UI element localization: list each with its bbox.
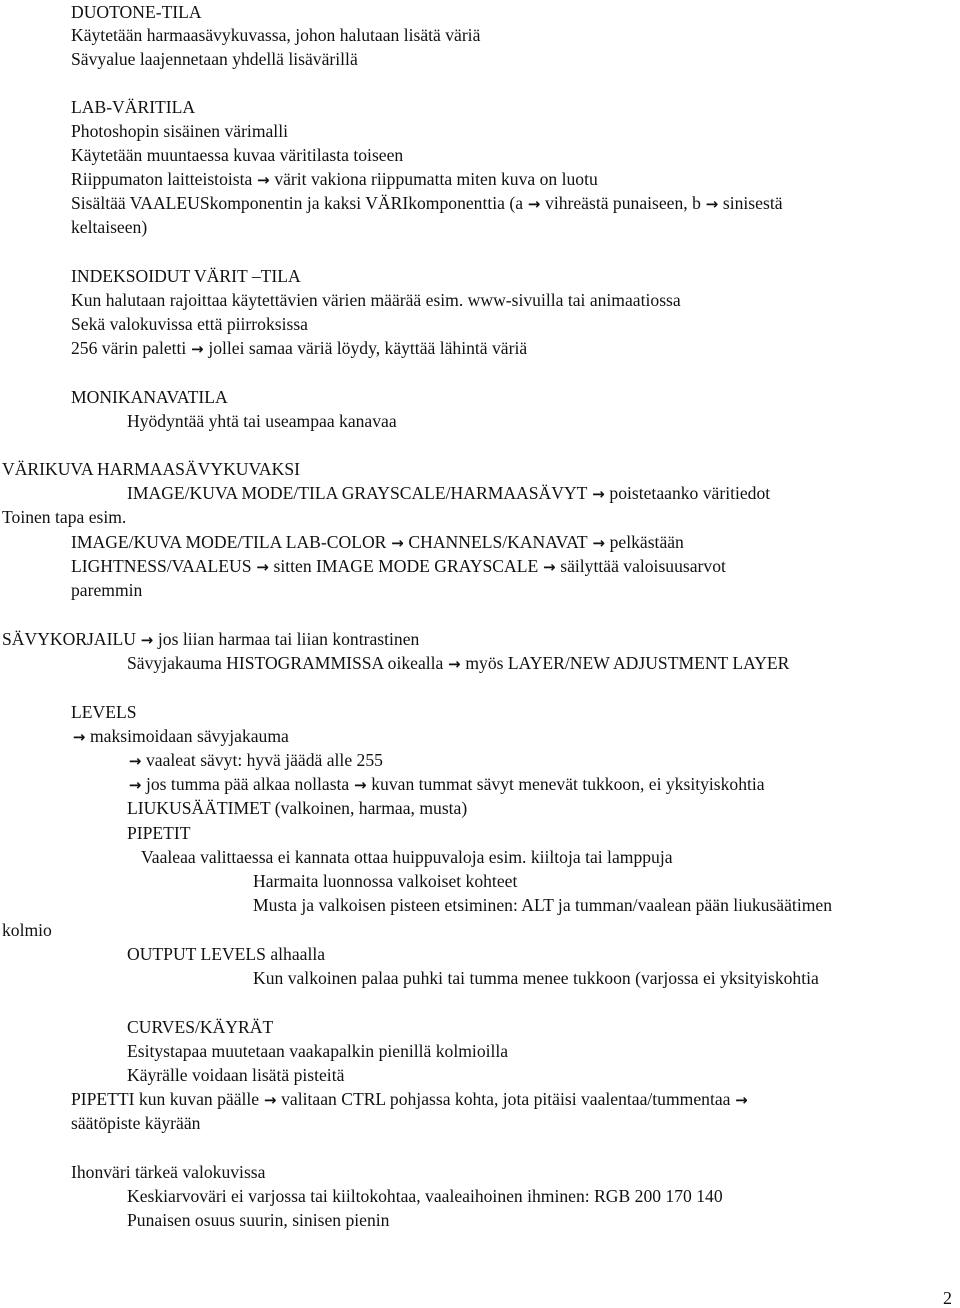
heading-levels: LEVELS [71, 702, 137, 722]
arrow-right-icon: → [353, 776, 367, 794]
heading-lab: LAB-VÄRITILA [71, 97, 196, 117]
text-line: PIPETTI kun kuvan päälle → valitaan CTRL pohjassa kohta, jota pitäisi vaalentaa/tummentaa → [71, 1087, 752, 1112]
text-line: Sisältää VAALEUSkomponentin ja kaksi VÄRIkomponenttia (a → vihreästä punaiseen, b → sinisestä [71, 191, 783, 216]
heading-multichannel: MONIKANAVATILA [71, 387, 228, 407]
text-line: OUTPUT LEVELS alhaalla [127, 944, 326, 964]
text-line: Riippumaton laitteistoista → värit vakiona riippumatta miten kuva on luotu [71, 167, 598, 192]
arrow-right-icon: → [256, 558, 269, 576]
text-line: Sävyjakauma HISTOGRAMMISSA oikealla → myös LAYER/NEW ADJUSTMENT LAYER [127, 651, 789, 676]
text-line: säätöpiste käyrään [71, 1113, 201, 1133]
heading-color-to-grayscale: VÄRIKUVA HARMAASÄVYKUVAKSI [2, 459, 300, 479]
text-line: paremmin [71, 580, 143, 600]
heading-skin-tone: Ihonväri tärkeä valokuvissa [71, 1162, 266, 1182]
text-line: Kun valkoinen palaa puhki tai tumma menee tukkoon (varjossa ei yksityiskohtia [253, 968, 819, 988]
text-line: Käytetään harmaasävykuvassa, johon halutaan lisätä väriä [71, 25, 481, 45]
text-line: → vaaleat sävyt: hyvä jäädä alle 255 [127, 748, 383, 773]
arrow-right-icon: → [128, 752, 142, 770]
text-line: Punaisen osuus suurin, sinisen pienin [127, 1210, 390, 1230]
text-line: IMAGE/KUVA MODE/TILA GRAYSCALE/HARMAASÄVYT → poistetaanko väritiedot [127, 481, 770, 506]
text-line: Sävyalue laajennetaan yhdellä lisävärillä [71, 49, 358, 69]
arrow-right-icon: → [257, 171, 270, 189]
heading-curves: CURVES/KÄYRÄT [127, 1017, 274, 1037]
text-line: Photoshopin sisäinen värimalli [71, 121, 288, 141]
text-line: IMAGE/KUVA MODE/TILA LAB-COLOR → CHANNELS/KANAVAT → pelkästään [71, 530, 684, 555]
heading-duotone: DUOTONE-TILA [71, 2, 202, 22]
text-line: Käyrälle voidaan lisätä pisteitä [127, 1065, 345, 1085]
text-line: Esitystapaa muutetaan vaakapalkin pienillä kolmioilla [127, 1041, 509, 1061]
arrow-right-icon: → [735, 1091, 748, 1109]
text-line: Hyödyntää yhtä tai useampaa kanavaa [127, 411, 397, 431]
arrow-right-icon: → [263, 1091, 277, 1109]
arrow-right-icon: → [527, 195, 541, 213]
arrow-right-icon: → [72, 728, 86, 746]
text-line: LIUKUSÄÄTIMET (valkoinen, harmaa, musta) [127, 798, 468, 818]
text-line: Keskiarvoväri ei varjossa tai kiiltokohtaa, vaaleaihoinen ihminen: RGB 200 170 140 [127, 1186, 723, 1206]
arrow-right-icon: → [140, 631, 154, 649]
text-line: keltaiseen) [71, 217, 148, 237]
text-line: Musta ja valkoisen pisteen etsiminen: ALT ja tumman/vaalean pään liukusäätimen [253, 895, 832, 915]
text-line: Harmaita luonnossa valkoiset kohteet [253, 871, 518, 891]
text-line: PIPETIT [127, 823, 191, 843]
text-line: → jos tumma pää alkaa nollasta → kuvan tummat sävyt menevät tukkoon, ei yksityiskohtia [127, 772, 765, 797]
arrow-right-icon: → [592, 534, 605, 552]
page-number: 2 [943, 1288, 952, 1308]
text-line: Kun halutaan rajoittaa käytettävien värien määrää esim. www-sivuilla tai animaatiossa [71, 290, 681, 310]
text-line: → maksimoidaan sävyjakauma [71, 724, 289, 749]
text-line: LIGHTNESS/VAALEUS → sitten IMAGE MODE GRAYSCALE → säilyttää valoisuusarvot [71, 554, 726, 579]
heading-tone-correction: SÄVYKORJAILU → jos liian harmaa tai liian kontrastinen [2, 627, 419, 652]
arrow-right-icon: → [592, 485, 605, 503]
text-line: Vaaleaa valittaessa ei kannata ottaa huippuvaloja esim. kiiltoja tai lamppuja [141, 847, 673, 867]
arrow-right-icon: → [542, 558, 556, 576]
arrow-right-icon: → [705, 195, 719, 213]
text-line: 256 värin paletti → jollei samaa väriä löydy, käyttää lähintä väriä [71, 336, 527, 361]
arrow-right-icon: → [191, 340, 204, 358]
text-line: Käytetään muuntaessa kuvaa väritilasta toiseen [71, 145, 404, 165]
text-line: kolmio [2, 920, 52, 940]
text-line: Toinen tapa esim. [2, 507, 127, 527]
text-line: Sekä valokuvissa että piirroksissa [71, 314, 308, 334]
arrow-right-icon: → [128, 776, 142, 794]
heading-indexed-colors: INDEKSOIDUT VÄRIT –TILA [71, 266, 301, 286]
arrow-right-icon: → [391, 534, 404, 552]
arrow-right-icon: → [448, 655, 461, 673]
